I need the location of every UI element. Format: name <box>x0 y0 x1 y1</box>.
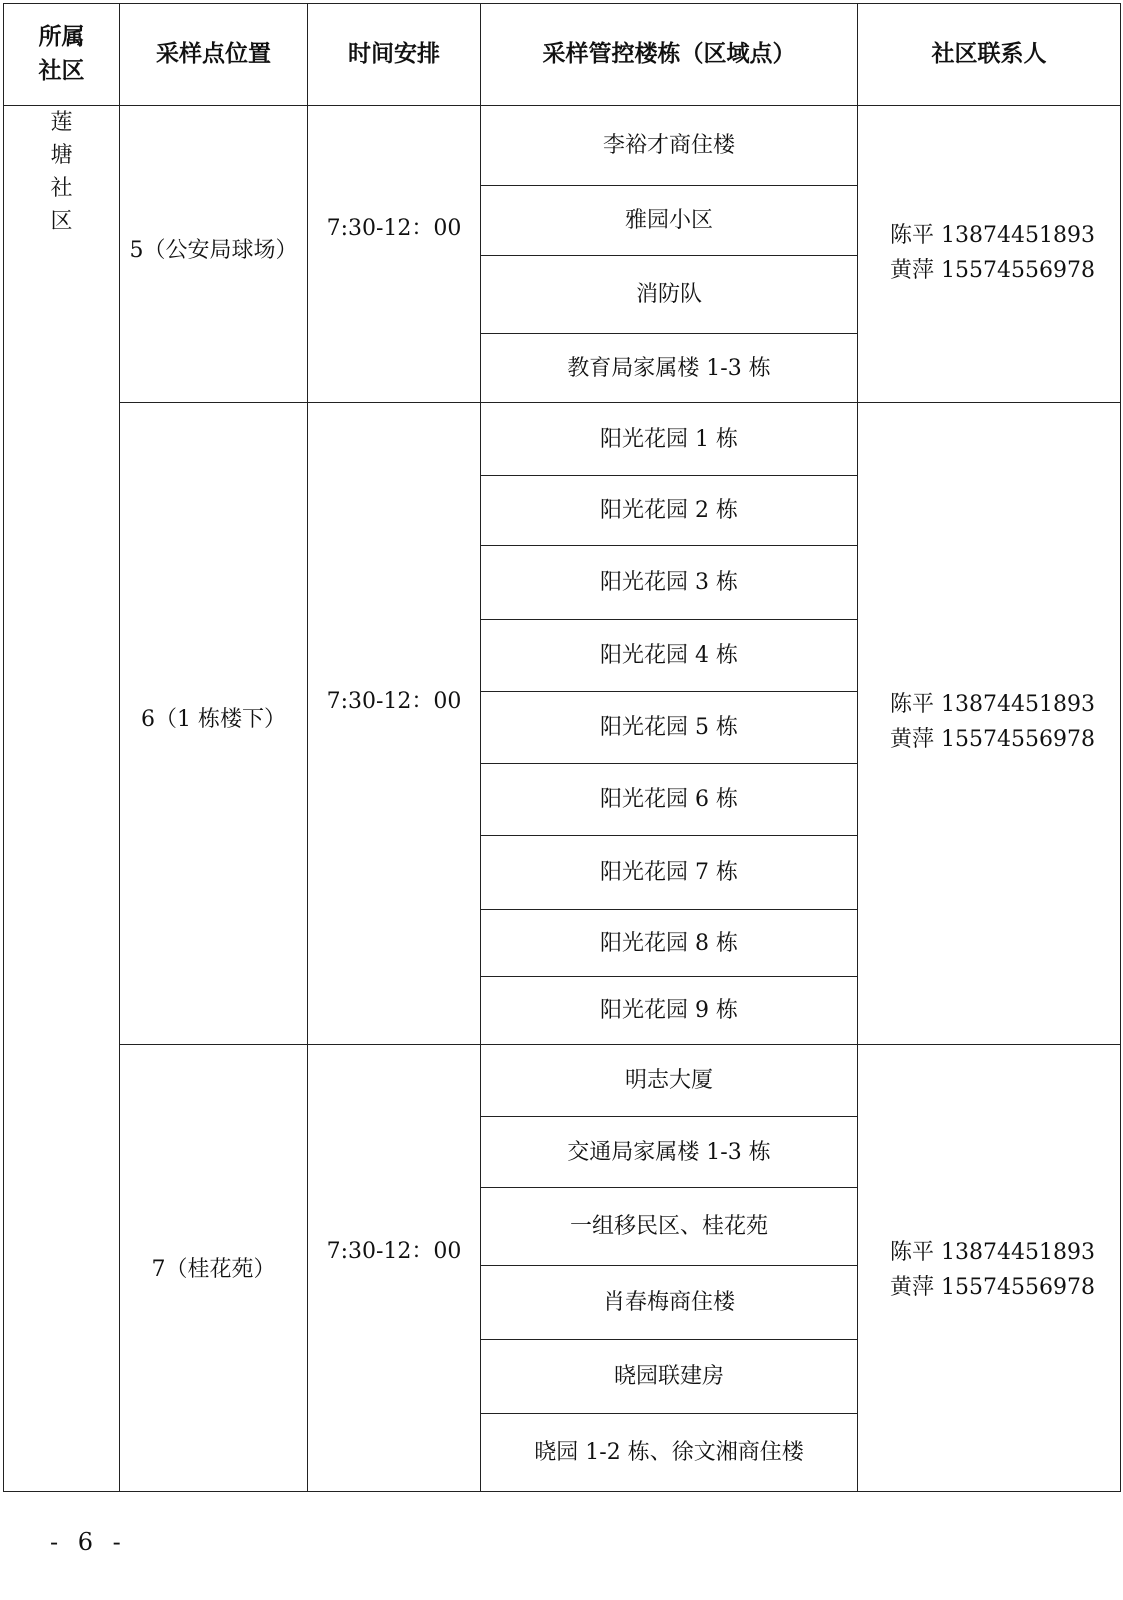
contact-line: 黄萍 15574556978 <box>890 258 1095 284</box>
header-community <box>4 4 120 106</box>
contact-line: 黄萍 15574556978 <box>890 727 1095 753</box>
table-row <box>4 403 1121 476</box>
location-cell <box>120 1045 308 1492</box>
location-text: 7（桂花苑） <box>151 1257 276 1282</box>
contact-cell <box>858 106 1121 403</box>
building-cell: 教育局家属楼 1-3 栋 <box>481 334 858 403</box>
header-community-line1: 所属 <box>38 24 85 51</box>
building-cell: 一组移民区、桂花苑 <box>481 1188 858 1266</box>
header-contact: 社区联系人 <box>858 4 1121 106</box>
building-cell: 阳光花园 9 栋 <box>481 977 858 1045</box>
building-cell: 阳光花园 2 栋 <box>481 476 858 546</box>
contact-cell <box>858 1045 1121 1492</box>
table-row <box>4 1045 1121 1117</box>
building-cell: 李裕才商住楼 <box>481 106 858 186</box>
header-community-line2: 社区 <box>38 57 85 84</box>
building-cell: 阳光花园 5 栋 <box>481 692 858 764</box>
building-cell: 雅园小区 <box>481 186 858 256</box>
building-cell: 肖春梅商住楼 <box>481 1266 858 1340</box>
time-cell <box>308 1045 481 1492</box>
table-row <box>4 106 1121 186</box>
building-cell: 晓园联建房 <box>481 1340 858 1414</box>
time-text: 7:30-12：00 <box>326 216 462 241</box>
contact-line: 黄萍 15574556978 <box>890 1275 1095 1301</box>
building-cell: 明志大厦 <box>481 1045 858 1117</box>
location-cell <box>120 403 308 1045</box>
header-row <box>4 4 1121 106</box>
building-cell: 阳光花园 7 栋 <box>481 836 858 910</box>
contact-line: 陈平 13874451893 <box>890 1240 1095 1265</box>
header-location: 采样点位置 <box>120 4 308 106</box>
location-cell <box>120 106 308 403</box>
location-text: 6（1 栋楼下） <box>141 707 286 732</box>
community-char: 区 <box>50 209 73 234</box>
community-char: 社 <box>50 176 73 201</box>
time-cell <box>308 403 481 1045</box>
time-text: 7:30-12：00 <box>326 689 462 714</box>
contact-cell <box>858 403 1121 1045</box>
header-time: 时间安排 <box>308 4 481 106</box>
time-text: 7:30-12：00 <box>326 1239 462 1264</box>
building-cell: 阳光花园 6 栋 <box>481 764 858 836</box>
page-number: - 6 - <box>50 1528 127 1556</box>
location-text: 5（公安局球场） <box>129 238 298 263</box>
contact-line: 陈平 13874451893 <box>890 223 1095 248</box>
sampling-schedule-table <box>3 3 1121 1492</box>
contact-line: 陈平 13874451893 <box>890 692 1095 717</box>
building-cell: 阳光花园 4 栋 <box>481 620 858 692</box>
time-cell <box>308 106 481 403</box>
building-cell: 阳光花园 1 栋 <box>481 403 858 476</box>
building-cell: 阳光花园 8 栋 <box>481 910 858 977</box>
community-char: 莲 <box>50 110 73 135</box>
building-cell: 消防队 <box>481 256 858 334</box>
building-cell: 交通局家属楼 1-3 栋 <box>481 1117 858 1188</box>
building-cell: 阳光花园 3 栋 <box>481 546 858 620</box>
building-cell: 晓园 1-2 栋、徐文湘商住楼 <box>481 1414 858 1492</box>
community-cell <box>4 106 120 1492</box>
community-char: 塘 <box>50 143 73 168</box>
header-buildings: 采样管控楼栋（区域点） <box>481 4 858 106</box>
